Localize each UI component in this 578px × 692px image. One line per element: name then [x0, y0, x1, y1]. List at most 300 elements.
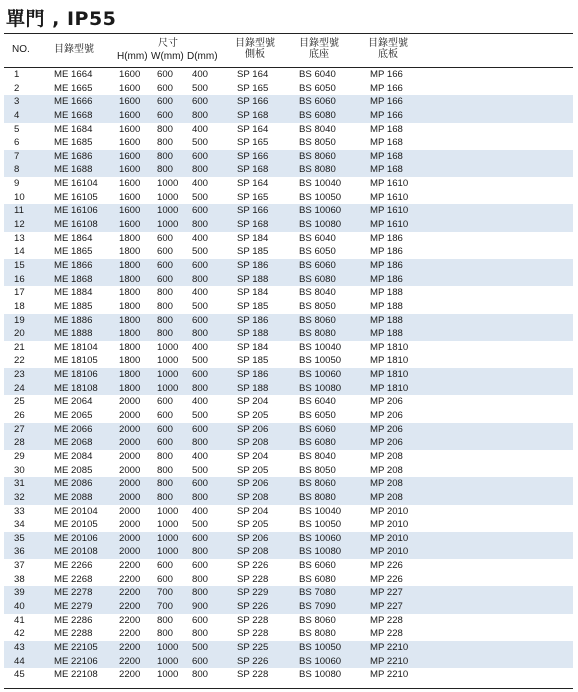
- table-row: [4, 163, 573, 177]
- cell-catalog-number: ME 2084: [54, 450, 93, 462]
- cell-depth: 600: [192, 478, 209, 490]
- cell-height: 2200: [119, 600, 141, 612]
- cell-height: 2200: [119, 655, 141, 667]
- cell-side-panel: SP 188: [237, 273, 269, 285]
- cell-side-panel: SP 206: [237, 532, 269, 544]
- cell-width: 600: [157, 410, 174, 422]
- cell-height: 1600: [119, 96, 141, 108]
- cell-side-panel: SP 165: [237, 137, 269, 149]
- cell-height: 2200: [119, 628, 141, 640]
- cell-width: 1000: [157, 178, 179, 190]
- cell-depth: 900: [192, 600, 209, 612]
- cell-catalog-number: ME 1668: [54, 109, 93, 121]
- cell-row-number: 33: [14, 505, 25, 517]
- cell-base: BS 6050: [299, 410, 336, 422]
- cell-depth: 400: [192, 450, 209, 462]
- cell-height: 1600: [119, 150, 141, 162]
- header-mounting-plate: [368, 39, 408, 60]
- cell-base: BS 8060: [299, 314, 336, 326]
- table-row: [4, 177, 573, 191]
- cell-width: 1000: [157, 369, 179, 381]
- cell-width: 800: [157, 137, 174, 149]
- cell-width: 800: [157, 287, 174, 299]
- cell-row-number: 17: [14, 287, 25, 299]
- header-top-rule: [4, 33, 573, 34]
- cell-catalog-number: ME 16106: [54, 205, 98, 217]
- cell-height: 1600: [119, 69, 141, 80]
- cell-height: 2000: [119, 491, 141, 503]
- table-row: [4, 491, 573, 505]
- cell-base: BS 6060: [299, 96, 336, 108]
- cell-catalog-number: ME 2064: [54, 396, 93, 408]
- cell-base: BS 10040: [299, 178, 342, 190]
- header-mounting-plate-line2: 底板: [378, 48, 398, 60]
- cell-catalog-number: ME 2278: [54, 587, 93, 599]
- cell-width: 1000: [157, 546, 179, 558]
- cell-width: 1000: [157, 655, 179, 667]
- table-row: [4, 464, 573, 478]
- cell-row-number: 2: [14, 82, 20, 94]
- cell-row-number: 43: [14, 641, 25, 653]
- cell-width: 800: [157, 491, 174, 503]
- cell-width: 600: [157, 232, 174, 244]
- cell-mounting-plate: MP 2010: [370, 505, 409, 517]
- cell-mounting-plate: MP 1610: [370, 178, 409, 190]
- cell-side-panel: SP 164: [237, 123, 269, 135]
- cell-width: 800: [157, 150, 174, 162]
- page-title: 單門 , IP55: [6, 8, 117, 30]
- cell-mounting-plate: MP 1810: [370, 355, 409, 367]
- cell-mounting-plate: MP 208: [370, 464, 403, 476]
- cell-row-number: 10: [14, 191, 25, 203]
- cell-mounting-plate: MP 2010: [370, 532, 409, 544]
- table-row: [4, 273, 573, 287]
- cell-side-panel: SP 226: [237, 655, 269, 667]
- cell-height: 1800: [119, 382, 141, 394]
- cell-depth: 400: [192, 232, 209, 244]
- cell-catalog-number: ME 18105: [54, 355, 98, 367]
- cell-catalog-number: ME 1664: [54, 69, 93, 80]
- cell-side-panel: SP 208: [237, 491, 269, 503]
- cell-depth: 400: [192, 396, 209, 408]
- table-row: [4, 150, 573, 164]
- cell-mounting-plate: MP 227: [370, 587, 403, 599]
- cell-mounting-plate: MP 166: [370, 69, 403, 80]
- cell-side-panel: SP 188: [237, 328, 269, 340]
- table-row: [4, 395, 573, 409]
- cell-side-panel: SP 168: [237, 109, 269, 121]
- table-row: [4, 191, 573, 205]
- cell-width: 600: [157, 423, 174, 435]
- cell-base: BS 10050: [299, 191, 342, 203]
- header-base: [299, 39, 339, 60]
- cell-catalog-number: ME 2268: [54, 573, 93, 585]
- cell-width: 800: [157, 123, 174, 135]
- cell-side-panel: SP 185: [237, 246, 269, 258]
- cell-mounting-plate: MP 188: [370, 328, 403, 340]
- cell-depth: 800: [192, 669, 209, 681]
- cell-row-number: 22: [14, 355, 25, 367]
- cell-height: 2200: [119, 573, 141, 585]
- cell-depth: 400: [192, 505, 209, 517]
- header-mounting-plate-line1: 目錄型號: [368, 38, 408, 49]
- cell-base: BS 8040: [299, 450, 336, 462]
- cell-base: BS 10050: [299, 355, 342, 367]
- cell-base: BS 6080: [299, 437, 336, 449]
- cell-mounting-plate: MP 166: [370, 96, 403, 108]
- cell-row-number: 45: [14, 669, 25, 681]
- cell-catalog-number: ME 1865: [54, 246, 93, 258]
- cell-height: 2000: [119, 546, 141, 558]
- cell-mounting-plate: MP 226: [370, 560, 403, 572]
- cell-height: 1600: [119, 191, 141, 203]
- cell-depth: 400: [192, 341, 209, 353]
- cell-row-number: 19: [14, 314, 25, 326]
- cell-side-panel: SP 206: [237, 423, 269, 435]
- table-row: [4, 668, 573, 682]
- cell-height: 2200: [119, 614, 141, 626]
- cell-mounting-plate: MP 186: [370, 259, 403, 271]
- cell-row-number: 8: [14, 164, 20, 176]
- cell-catalog-number: ME 1684: [54, 123, 93, 135]
- cell-width: 600: [157, 560, 174, 572]
- table-row: [4, 218, 573, 232]
- cell-catalog-number: ME 2085: [54, 464, 93, 476]
- cell-base: BS 6040: [299, 232, 336, 244]
- cell-base: BS 10060: [299, 655, 342, 667]
- cell-base: BS 10080: [299, 219, 342, 231]
- cell-mounting-plate: MP 166: [370, 109, 403, 121]
- table-row: [4, 327, 573, 341]
- cell-depth: 800: [192, 164, 209, 176]
- cell-row-number: 26: [14, 410, 25, 422]
- cell-catalog-number: ME 2068: [54, 437, 93, 449]
- cell-depth: 800: [192, 628, 209, 640]
- table-row: [4, 82, 573, 96]
- cell-row-number: 27: [14, 423, 25, 435]
- cell-catalog-number: ME 16105: [54, 191, 98, 203]
- cell-side-panel: SP 204: [237, 396, 269, 408]
- cell-height: 2200: [119, 669, 141, 681]
- cell-base: BS 10040: [299, 505, 342, 517]
- cell-side-panel: SP 185: [237, 355, 269, 367]
- cell-side-panel: SP 168: [237, 164, 269, 176]
- cell-height: 2000: [119, 450, 141, 462]
- cell-width: 1000: [157, 505, 179, 517]
- cell-depth: 600: [192, 614, 209, 626]
- cell-depth: 400: [192, 123, 209, 135]
- cell-side-panel: SP 165: [237, 191, 269, 203]
- cell-depth: 500: [192, 519, 209, 531]
- cell-height: 2000: [119, 396, 141, 408]
- cell-catalog-number: ME 20108: [54, 546, 98, 558]
- cell-width: 700: [157, 600, 174, 612]
- cell-width: 800: [157, 314, 174, 326]
- cell-base: BS 10050: [299, 641, 342, 653]
- cell-catalog-number: ME 18104: [54, 341, 98, 353]
- table-row: [4, 559, 573, 573]
- cell-catalog-number: ME 2086: [54, 478, 93, 490]
- cell-base: BS 7080: [299, 587, 336, 599]
- cell-base: BS 8060: [299, 150, 336, 162]
- cell-height: 1800: [119, 300, 141, 312]
- cell-height: 2000: [119, 410, 141, 422]
- cell-height: 1600: [119, 123, 141, 135]
- cell-height: 2000: [119, 532, 141, 544]
- cell-base: BS 10060: [299, 532, 342, 544]
- table-row: [4, 423, 573, 437]
- cell-row-number: 9: [14, 178, 20, 190]
- cell-base: BS 10080: [299, 546, 342, 558]
- cell-base: BS 8050: [299, 464, 336, 476]
- cell-base: BS 6040: [299, 69, 336, 80]
- cell-catalog-number: ME 22106: [54, 655, 98, 667]
- cell-mounting-plate: MP 168: [370, 123, 403, 135]
- cell-base: BS 6060: [299, 423, 336, 435]
- cell-catalog-number: ME 1884: [54, 287, 93, 299]
- cell-row-number: 37: [14, 560, 25, 572]
- cell-row-number: 20: [14, 328, 25, 340]
- cell-catalog-number: ME 1685: [54, 137, 93, 149]
- table-row: [4, 409, 573, 423]
- cell-row-number: 25: [14, 396, 25, 408]
- cell-width: 1000: [157, 205, 179, 217]
- cell-depth: 800: [192, 546, 209, 558]
- header-depth: D(mm): [187, 51, 218, 62]
- cell-side-panel: SP 166: [237, 96, 269, 108]
- cell-depth: 400: [192, 287, 209, 299]
- cell-side-panel: SP 166: [237, 205, 269, 217]
- table-row: [4, 354, 573, 368]
- cell-base: BS 8060: [299, 478, 336, 490]
- table-row: [4, 655, 573, 669]
- cell-width: 600: [157, 82, 174, 94]
- cell-mounting-plate: MP 1610: [370, 219, 409, 231]
- cell-mounting-plate: MP 228: [370, 628, 403, 640]
- cell-row-number: 34: [14, 519, 25, 531]
- cell-width: 800: [157, 300, 174, 312]
- cell-depth: 800: [192, 219, 209, 231]
- cell-depth: 600: [192, 532, 209, 544]
- table-row: [4, 259, 573, 273]
- cell-catalog-number: ME 2288: [54, 628, 93, 640]
- cell-mounting-plate: MP 1810: [370, 382, 409, 394]
- cell-width: 1000: [157, 341, 179, 353]
- cell-side-panel: SP 184: [237, 287, 269, 299]
- cell-catalog-number: ME 18106: [54, 369, 98, 381]
- table-row: [4, 95, 573, 109]
- cell-depth: 500: [192, 410, 209, 422]
- cell-mounting-plate: MP 208: [370, 478, 403, 490]
- cell-depth: 500: [192, 355, 209, 367]
- cell-height: 1800: [119, 287, 141, 299]
- cell-height: 1600: [119, 178, 141, 190]
- cell-mounting-plate: MP 166: [370, 82, 403, 94]
- cell-base: BS 10060: [299, 369, 342, 381]
- cell-side-panel: SP 204: [237, 450, 269, 462]
- cell-side-panel: SP 188: [237, 382, 269, 394]
- cell-row-number: 29: [14, 450, 25, 462]
- cell-depth: 500: [192, 137, 209, 149]
- table-bottom-rule: [4, 688, 573, 689]
- table-row: [4, 518, 573, 532]
- cell-width: 600: [157, 69, 174, 80]
- cell-depth: 600: [192, 96, 209, 108]
- cell-mounting-plate: MP 228: [370, 614, 403, 626]
- cell-row-number: 31: [14, 478, 25, 490]
- header-side-panel-line1: 目錄型號: [235, 38, 275, 49]
- cell-base: BS 8060: [299, 614, 336, 626]
- table-row: [4, 545, 573, 559]
- cell-side-panel: SP 229: [237, 587, 269, 599]
- cell-base: BS 6080: [299, 573, 336, 585]
- cell-height: 2000: [119, 505, 141, 517]
- cell-height: 2000: [119, 478, 141, 490]
- cell-depth: 800: [192, 437, 209, 449]
- table-row: [4, 245, 573, 259]
- cell-catalog-number: ME 1686: [54, 150, 93, 162]
- cell-base: BS 8080: [299, 164, 336, 176]
- cell-catalog-number: ME 1885: [54, 300, 93, 312]
- cell-base: BS 6040: [299, 396, 336, 408]
- cell-mounting-plate: MP 1610: [370, 191, 409, 203]
- cell-side-panel: SP 206: [237, 478, 269, 490]
- cell-mounting-plate: MP 168: [370, 150, 403, 162]
- table-row: [4, 532, 573, 546]
- cell-catalog-number: ME 1886: [54, 314, 93, 326]
- cell-row-number: 1: [14, 69, 20, 80]
- cell-mounting-plate: MP 2010: [370, 519, 409, 531]
- cell-mounting-plate: MP 2210: [370, 641, 409, 653]
- cell-height: 1800: [119, 273, 141, 285]
- cell-height: 1800: [119, 259, 141, 271]
- cell-base: BS 8040: [299, 287, 336, 299]
- cell-height: 1600: [119, 164, 141, 176]
- cell-base: BS 8040: [299, 123, 336, 135]
- cell-width: 600: [157, 273, 174, 285]
- table-row: [4, 382, 573, 396]
- cell-depth: 800: [192, 587, 209, 599]
- table-row: [4, 123, 573, 137]
- cell-catalog-number: ME 2065: [54, 410, 93, 422]
- cell-width: 600: [157, 96, 174, 108]
- table-row: [4, 341, 573, 355]
- cell-depth: 500: [192, 641, 209, 653]
- cell-base: BS 7090: [299, 600, 336, 612]
- cell-height: 2200: [119, 641, 141, 653]
- cell-depth: 600: [192, 259, 209, 271]
- cell-height: 1800: [119, 369, 141, 381]
- cell-side-panel: SP 164: [237, 69, 269, 80]
- cell-catalog-number: ME 16108: [54, 219, 98, 231]
- cell-side-panel: SP 208: [237, 546, 269, 558]
- cell-side-panel: SP 184: [237, 232, 269, 244]
- cell-side-panel: SP 184: [237, 341, 269, 353]
- cell-mounting-plate: MP 206: [370, 410, 403, 422]
- cell-depth: 600: [192, 655, 209, 667]
- cell-height: 2000: [119, 437, 141, 449]
- cell-depth: 600: [192, 560, 209, 572]
- table-row: [4, 450, 573, 464]
- cell-base: BS 8050: [299, 137, 336, 149]
- cell-width: 1000: [157, 219, 179, 231]
- cell-row-number: 18: [14, 300, 25, 312]
- cell-width: 1000: [157, 355, 179, 367]
- cell-base: BS 6050: [299, 246, 336, 258]
- table-row: [4, 573, 573, 587]
- cell-width: 600: [157, 396, 174, 408]
- header-side-panel: [235, 39, 275, 60]
- cell-depth: 600: [192, 205, 209, 217]
- header-height: H(mm): [117, 51, 148, 62]
- cell-side-panel: SP 165: [237, 82, 269, 94]
- cell-row-number: 39: [14, 587, 25, 599]
- cell-catalog-number: ME 1888: [54, 328, 93, 340]
- cell-row-number: 24: [14, 382, 25, 394]
- cell-catalog-number: ME 2066: [54, 423, 93, 435]
- cell-mounting-plate: MP 188: [370, 314, 403, 326]
- cell-mounting-plate: MP 206: [370, 423, 403, 435]
- cell-base: BS 6060: [299, 560, 336, 572]
- cell-height: 1600: [119, 82, 141, 94]
- cell-row-number: 3: [14, 96, 20, 108]
- cell-base: BS 6080: [299, 273, 336, 285]
- cell-mounting-plate: MP 168: [370, 164, 403, 176]
- cell-catalog-number: ME 1666: [54, 96, 93, 108]
- cell-height: 1600: [119, 109, 141, 121]
- cell-row-number: 41: [14, 614, 25, 626]
- cell-width: 600: [157, 259, 174, 271]
- table-row: [4, 477, 573, 491]
- cell-side-panel: SP 185: [237, 300, 269, 312]
- cell-row-number: 42: [14, 628, 25, 640]
- cell-base: BS 10050: [299, 519, 342, 531]
- table-row: [4, 314, 573, 328]
- table-row: [4, 300, 573, 314]
- cell-row-number: 5: [14, 123, 20, 135]
- cell-width: 1000: [157, 532, 179, 544]
- cell-mounting-plate: MP 2210: [370, 669, 409, 681]
- cell-row-number: 11: [14, 205, 24, 217]
- cell-mounting-plate: MP 226: [370, 573, 403, 585]
- cell-catalog-number: ME 22108: [54, 669, 98, 681]
- cell-height: 2000: [119, 519, 141, 531]
- cell-row-number: 6: [14, 137, 20, 149]
- cell-row-number: 40: [14, 600, 25, 612]
- cell-mounting-plate: MP 1610: [370, 205, 409, 217]
- cell-depth: 800: [192, 491, 209, 503]
- cell-mounting-plate: MP 1810: [370, 341, 409, 353]
- cell-side-panel: SP 186: [237, 259, 269, 271]
- cell-depth: 500: [192, 464, 209, 476]
- cell-side-panel: SP 228: [237, 669, 269, 681]
- cell-height: 2000: [119, 464, 141, 476]
- cell-depth: 800: [192, 573, 209, 585]
- cell-width: 700: [157, 587, 174, 599]
- table-row: [4, 232, 573, 246]
- cell-depth: 600: [192, 369, 209, 381]
- cell-row-number: 23: [14, 369, 25, 381]
- cell-height: 1800: [119, 246, 141, 258]
- cell-height: 1800: [119, 232, 141, 244]
- cell-catalog-number: ME 2279: [54, 600, 93, 612]
- cell-depth: 500: [192, 300, 209, 312]
- cell-catalog-number: ME 1688: [54, 164, 93, 176]
- cell-width: 600: [157, 109, 174, 121]
- cell-width: 800: [157, 464, 174, 476]
- cell-height: 2200: [119, 560, 141, 572]
- cell-depth: 500: [192, 191, 209, 203]
